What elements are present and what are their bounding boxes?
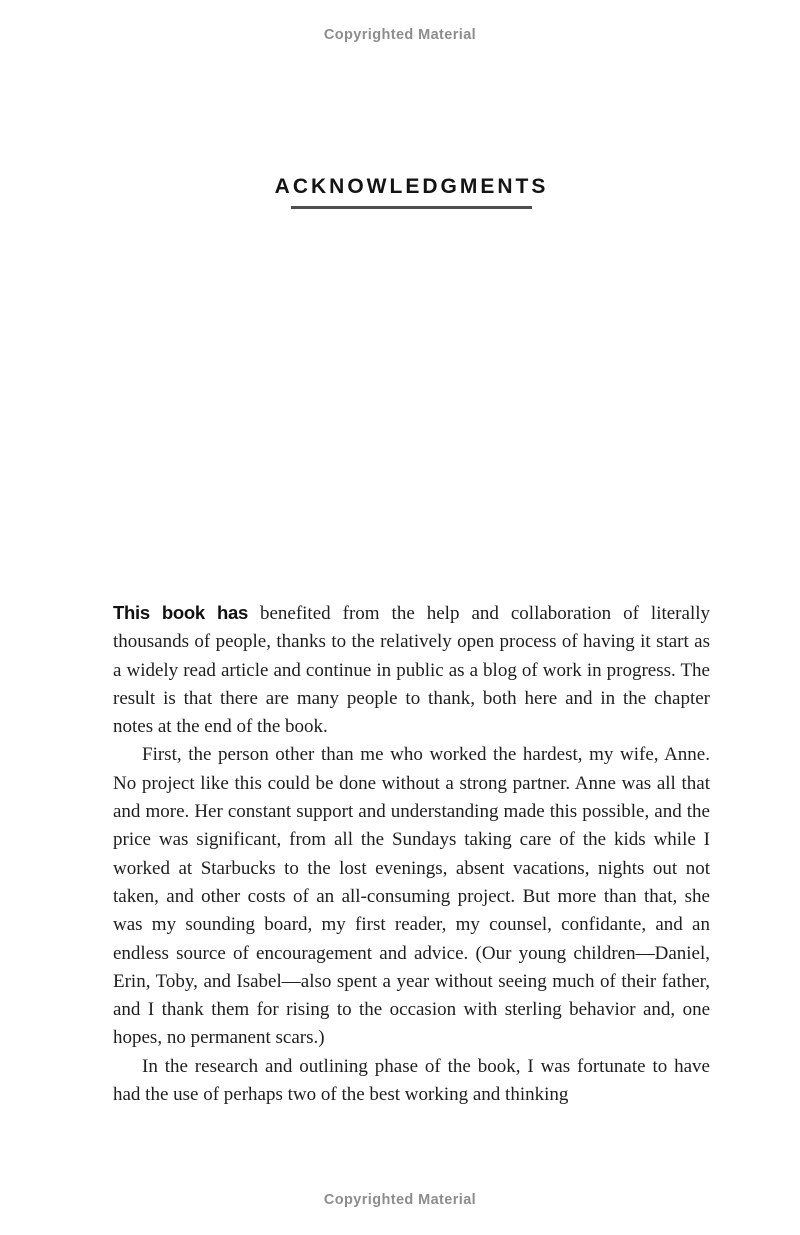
paragraph-2: First, the person other than me who worked the hardest, my wife, Anne. No project like this could be done without a strong partner. Anne was all that and more. Her constant support and understanding made this possible, and the price was significant, from all the Sundays taking care of the kids while I worked at Starbucks to the lost evenings, absent vacations, nights out not taken, and other costs of an all-consuming project. But more than that, she was my sounding board, my first reader, my counsel, confidante, and an endless source of encouragement and advice. (Our young children—Daniel, Erin, Toby, and Isabel—also spent a year without seeing much of their father, and I thank them for rising to the occasion with sterling behavior and, one hopes, no permanent scars.) [113,744,710,1049]
title-block [113,175,710,209]
paragraph-1 [113,599,710,741]
paragraph-1-text: benefited from the help and collaboration of literally thousands of people, thanks to the relatively open process of having it start as a widely read article and continue in public as a blog of work in progress. The result is that there are many people to thank, both here and in the chapter notes at the end of the book. [113,603,710,738]
paragraph-3: In the research and outlining phase of the book, I was fortunate to have had the use of perhaps two of the best working and thinking [113,1055,710,1106]
paragraph-lead-in: This book has [113,602,248,623]
copyright-notice-bottom: Copyrighted Material [323,1192,477,1208]
copyright-notice-top: Copyrighted Material [323,27,477,43]
title-underline-rule [291,206,532,209]
chapter-title: ACKNOWLEDGMENTS [274,175,549,198]
body-text-block [113,599,710,1109]
